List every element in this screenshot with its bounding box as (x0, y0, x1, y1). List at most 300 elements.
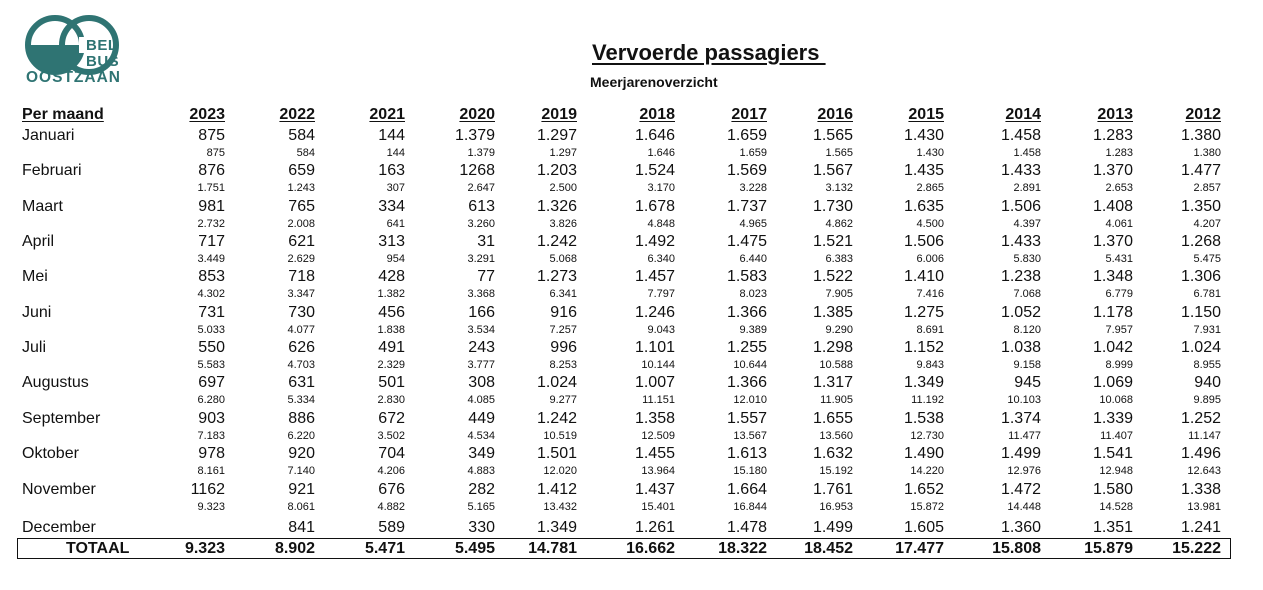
totals-label: TOTAAL (66, 540, 130, 557)
total-value-cell: 15.808 (992, 540, 1041, 557)
cumulative-value-cell: 16.844 (733, 501, 767, 513)
monthly-value-cell: 920 (288, 445, 315, 462)
monthly-value-cell: 1.541 (1092, 445, 1133, 462)
year-header: 2017 (731, 106, 767, 123)
monthly-value-cell: 1268 (459, 162, 495, 179)
cumulative-value-cell: 641 (386, 218, 405, 230)
monthly-value-cell: 631 (288, 374, 315, 391)
monthly-value-cell: 659 (288, 162, 315, 179)
month-label: Februari (22, 162, 82, 179)
cumulative-value-cell: 9.895 (1193, 394, 1221, 406)
monthly-value-cell: 1.268 (1180, 233, 1221, 250)
monthly-value-cell: 1.433 (1000, 233, 1041, 250)
monthly-value-cell: 1.339 (1092, 410, 1133, 427)
month-label: Mei (22, 268, 48, 285)
monthly-value-cell: 1.437 (634, 481, 675, 498)
cumulative-value-cell: 13.567 (733, 430, 767, 442)
cumulative-value-cell: 9.277 (549, 394, 577, 406)
cumulative-value-cell: 12.643 (1187, 465, 1221, 477)
cumulative-value-cell: 6.280 (197, 394, 225, 406)
monthly-value-cell: 1.360 (1000, 519, 1041, 536)
monthly-value-cell: 1.646 (634, 127, 675, 144)
cumulative-value-cell: 1.458 (1013, 147, 1041, 159)
cumulative-value-cell: 12.948 (1099, 465, 1133, 477)
monthly-value-cell: 1.069 (1092, 374, 1133, 391)
cumulative-value-cell: 13.560 (819, 430, 853, 442)
cumulative-value-cell: 14.448 (1007, 501, 1041, 513)
cumulative-value-cell: 8.061 (287, 501, 315, 513)
cumulative-value-cell: 12.010 (733, 394, 767, 406)
monthly-value-cell: 621 (288, 233, 315, 250)
monthly-value-cell: 731 (198, 304, 225, 321)
logo-text-bus: BUS (86, 53, 120, 70)
cumulative-value-cell: 11.407 (1100, 430, 1133, 442)
month-label: Oktober (22, 445, 79, 462)
cumulative-value-cell: 1.659 (739, 147, 767, 159)
cumulative-value-cell: 8.691 (916, 324, 944, 336)
year-header: 2016 (817, 106, 853, 123)
monthly-value-cell: 1.366 (726, 304, 767, 321)
monthly-value-cell: 501 (378, 374, 405, 391)
cumulative-value-cell: 6.779 (1105, 288, 1133, 300)
monthly-value-cell: 1.178 (1092, 304, 1133, 321)
monthly-value-cell: 1.583 (726, 268, 767, 285)
monthly-value-cell: 1.435 (903, 162, 944, 179)
cumulative-value-cell: 2.500 (549, 182, 577, 194)
monthly-value-cell: 1.499 (812, 519, 853, 536)
monthly-value-cell: 330 (468, 519, 495, 536)
monthly-value-cell: 1.374 (1000, 410, 1041, 427)
cumulative-value-cell: 4.500 (916, 218, 944, 230)
cumulative-value-cell: 13.964 (641, 465, 675, 477)
year-header: 2023 (189, 106, 225, 123)
total-value-cell: 15.879 (1084, 540, 1133, 557)
monthly-value-cell: 334 (378, 198, 405, 215)
cumulative-value-cell: 7.183 (197, 430, 225, 442)
monthly-value-cell: 1.242 (536, 233, 577, 250)
monthly-value-cell: 1.410 (903, 268, 944, 285)
monthly-value-cell: 1.412 (536, 481, 577, 498)
cumulative-value-cell: 5.334 (287, 394, 315, 406)
monthly-value-cell: 1.613 (726, 445, 767, 462)
cumulative-value-cell: 5.068 (549, 253, 577, 265)
monthly-value-cell: 841 (288, 519, 315, 536)
monthly-value-cell: 1.246 (634, 304, 675, 321)
monthly-value-cell: 704 (378, 445, 405, 462)
monthly-value-cell: 730 (288, 304, 315, 321)
monthly-value-cell: 349 (468, 445, 495, 462)
total-value-cell: 9.323 (184, 540, 225, 557)
cumulative-value-cell: 7.257 (549, 324, 577, 336)
cumulative-value-cell: 11.151 (642, 394, 675, 406)
total-value-cell: 8.902 (274, 540, 315, 557)
cumulative-value-cell: 1.243 (287, 182, 315, 194)
monthly-value-cell: 903 (198, 410, 225, 427)
total-value-cell: 17.477 (895, 540, 944, 557)
monthly-value-cell: 1.569 (726, 162, 767, 179)
monthly-value-cell: 1.580 (1092, 481, 1133, 498)
cumulative-value-cell: 2.653 (1105, 182, 1133, 194)
monthly-value-cell: 1.379 (454, 127, 495, 144)
cumulative-value-cell: 5.583 (197, 359, 225, 371)
cumulative-value-cell: 10.144 (641, 359, 675, 371)
cumulative-value-cell: 8.023 (739, 288, 767, 300)
cumulative-value-cell: 6.383 (825, 253, 853, 265)
monthly-value-cell: 589 (378, 519, 405, 536)
cumulative-value-cell: 6.781 (1193, 288, 1221, 300)
cumulative-value-cell: 4.085 (467, 394, 495, 406)
monthly-value-cell: 1.052 (1000, 304, 1041, 321)
cumulative-value-cell: 4.882 (377, 501, 405, 513)
monthly-value-cell: 1.275 (903, 304, 944, 321)
cumulative-value-cell: 7.931 (1193, 324, 1221, 336)
monthly-value-cell: 313 (378, 233, 405, 250)
monthly-value-cell: 1.261 (634, 519, 675, 536)
monthly-value-cell: 1.457 (634, 268, 675, 285)
monthly-value-cell: 672 (378, 410, 405, 427)
cumulative-value-cell: 8.253 (549, 359, 577, 371)
monthly-value-cell: 1.358 (634, 410, 675, 427)
cumulative-value-cell: 4.397 (1013, 218, 1041, 230)
monthly-value-cell: 613 (468, 198, 495, 215)
cumulative-value-cell: 4.077 (287, 324, 315, 336)
monthly-value-cell: 1.455 (634, 445, 675, 462)
cumulative-value-cell: 954 (386, 253, 405, 265)
cumulative-value-cell: 16.953 (819, 501, 853, 513)
cumulative-value-cell: 5.830 (1013, 253, 1041, 265)
cumulative-value-cell: 9.043 (647, 324, 675, 336)
monthly-value-cell: 282 (468, 481, 495, 498)
monthly-value-cell: 1.524 (634, 162, 675, 179)
monthly-value-cell: 1.433 (1000, 162, 1041, 179)
month-label: April (22, 233, 55, 250)
cumulative-value-cell: 1.646 (647, 147, 675, 159)
monthly-value-cell: 1.501 (536, 445, 577, 462)
cumulative-value-cell: 1.283 (1105, 147, 1133, 159)
cumulative-value-cell: 4.206 (377, 465, 405, 477)
monthly-value-cell: 921 (288, 481, 315, 498)
monthly-value-cell: 1.370 (1092, 162, 1133, 179)
cumulative-value-cell: 3.826 (549, 218, 577, 230)
cumulative-value-cell: 12.730 (910, 430, 944, 442)
monthly-value-cell: 1.317 (812, 374, 853, 391)
logo-text-oostzaan: OOSTZAAN (26, 69, 121, 86)
monthly-value-cell: 1.255 (726, 339, 767, 356)
cumulative-value-cell: 15.192 (819, 465, 853, 477)
cumulative-value-cell: 7.905 (825, 288, 853, 300)
monthly-value-cell: 1.655 (812, 410, 853, 427)
cumulative-value-cell: 3.132 (825, 182, 853, 194)
belbus-logo (24, 14, 154, 100)
monthly-value-cell: 1.506 (903, 233, 944, 250)
monthly-value-cell: 1.351 (1092, 519, 1133, 536)
monthly-value-cell: 1.506 (1000, 198, 1041, 215)
monthly-value-cell: 1.101 (634, 339, 675, 356)
year-header: 2018 (639, 106, 675, 123)
monthly-value-cell: 978 (198, 445, 225, 462)
monthly-value-cell: 456 (378, 304, 405, 321)
monthly-value-cell: 308 (468, 374, 495, 391)
cumulative-value-cell: 11.905 (820, 394, 853, 406)
monthly-value-cell: 1.024 (1180, 339, 1221, 356)
cumulative-value-cell: 2.865 (916, 182, 944, 194)
column-header-per-maand: Per maand (22, 106, 104, 123)
cumulative-value-cell: 3.291 (467, 253, 495, 265)
monthly-value-cell: 1.522 (812, 268, 853, 285)
cumulative-value-cell: 4.207 (1193, 218, 1221, 230)
year-header: 2021 (369, 106, 405, 123)
month-label: September (22, 410, 101, 427)
month-label: December (22, 519, 96, 536)
monthly-value-cell: 1.326 (536, 198, 577, 215)
cumulative-value-cell: 2.008 (287, 218, 315, 230)
monthly-value-cell: 981 (198, 198, 225, 215)
monthly-value-cell: 875 (198, 127, 225, 144)
monthly-value-cell: 1.024 (536, 374, 577, 391)
cumulative-value-cell: 7.068 (1013, 288, 1041, 300)
cumulative-value-cell: 6.340 (647, 253, 675, 265)
monthly-value-cell: 1.408 (1092, 198, 1133, 215)
monthly-value-cell: 1.737 (726, 198, 767, 215)
monthly-value-cell: 1.297 (536, 127, 577, 144)
monthly-value-cell: 1.761 (812, 481, 853, 498)
monthly-value-cell: 1.475 (726, 233, 767, 250)
monthly-value-cell: 1.385 (812, 304, 853, 321)
cumulative-value-cell: 10.068 (1099, 394, 1133, 406)
monthly-value-cell: 916 (550, 304, 577, 321)
monthly-value-cell: 1.521 (812, 233, 853, 250)
cumulative-value-cell: 3.170 (647, 182, 675, 194)
total-value-cell: 15.222 (1172, 540, 1221, 557)
cumulative-value-cell: 875 (206, 147, 225, 159)
month-label: Januari (22, 127, 75, 144)
cumulative-value-cell: 2.830 (377, 394, 405, 406)
cumulative-value-cell: 584 (296, 147, 315, 159)
cumulative-value-cell: 2.629 (287, 253, 315, 265)
monthly-value-cell: 886 (288, 410, 315, 427)
monthly-value-cell: 31 (477, 233, 495, 250)
cumulative-value-cell: 8.120 (1013, 324, 1041, 336)
monthly-value-cell: 1.678 (634, 198, 675, 215)
month-label: Augustus (22, 374, 89, 391)
monthly-value-cell: 996 (550, 339, 577, 356)
monthly-value-cell: 1.472 (1000, 481, 1041, 498)
monthly-value-cell: 1.150 (1180, 304, 1221, 321)
cumulative-value-cell: 15.401 (641, 501, 675, 513)
monthly-value-cell: 1.042 (1092, 339, 1133, 356)
cumulative-value-cell: 2.329 (377, 359, 405, 371)
monthly-value-cell: 1.238 (1000, 268, 1041, 285)
monthly-value-cell: 1.273 (536, 268, 577, 285)
cumulative-value-cell: 4.862 (825, 218, 853, 230)
cumulative-value-cell: 3.347 (287, 288, 315, 300)
cumulative-value-cell: 1.382 (377, 288, 405, 300)
year-header: 2019 (541, 106, 577, 123)
cumulative-value-cell: 1.838 (377, 324, 405, 336)
month-label: Juni (22, 304, 52, 321)
monthly-value-cell: 945 (1014, 374, 1041, 391)
cumulative-value-cell: 13.432 (543, 501, 577, 513)
cumulative-value-cell: 12.976 (1007, 465, 1041, 477)
monthly-value-cell: 1.380 (1180, 127, 1221, 144)
monthly-value-cell: 1.664 (726, 481, 767, 498)
cumulative-value-cell: 10.588 (819, 359, 853, 371)
cumulative-value-cell: 4.061 (1105, 218, 1133, 230)
cumulative-value-cell: 5.165 (467, 501, 495, 513)
cumulative-value-cell: 9.290 (825, 324, 853, 336)
cumulative-value-cell: 12.020 (543, 465, 577, 477)
cumulative-value-cell: 2.732 (197, 218, 225, 230)
cumulative-value-cell: 4.965 (739, 218, 767, 230)
logo-text-bel: BEL (86, 37, 118, 54)
cumulative-value-cell: 13.981 (1187, 501, 1221, 513)
monthly-value-cell: 1.370 (1092, 233, 1133, 250)
monthly-value-cell: 1.350 (1180, 198, 1221, 215)
cumulative-value-cell: 1.379 (467, 147, 495, 159)
cumulative-value-cell: 15.872 (910, 501, 944, 513)
cumulative-value-cell: 7.797 (647, 288, 675, 300)
monthly-value-cell: 1.349 (903, 374, 944, 391)
year-header: 2022 (279, 106, 315, 123)
cumulative-value-cell: 4.302 (197, 288, 225, 300)
year-header: 2014 (1005, 106, 1041, 123)
monthly-value-cell: 1.349 (536, 519, 577, 536)
cumulative-value-cell: 5.475 (1193, 253, 1221, 265)
cumulative-value-cell: 1.297 (549, 147, 577, 159)
total-value-cell: 14.781 (528, 540, 577, 557)
totals-row-underline (17, 558, 1230, 559)
year-header: 2012 (1185, 106, 1221, 123)
monthly-value-cell: 1.538 (903, 410, 944, 427)
cumulative-value-cell: 307 (386, 182, 405, 194)
cumulative-value-cell: 7.416 (916, 288, 944, 300)
cumulative-value-cell: 14.220 (910, 465, 944, 477)
monthly-value-cell: 765 (288, 198, 315, 215)
monthly-value-cell: 1.477 (1180, 162, 1221, 179)
monthly-value-cell: 1.490 (903, 445, 944, 462)
monthly-value-cell: 1.557 (726, 410, 767, 427)
monthly-value-cell: 550 (198, 339, 225, 356)
monthly-value-cell: 77 (477, 268, 495, 285)
year-header: 2015 (908, 106, 944, 123)
monthly-value-cell: 1.203 (536, 162, 577, 179)
cumulative-value-cell: 3.777 (467, 359, 495, 371)
cumulative-value-cell: 3.368 (467, 288, 495, 300)
monthly-value-cell: 853 (198, 268, 225, 285)
monthly-value-cell: 697 (198, 374, 225, 391)
cumulative-value-cell: 2.857 (1193, 182, 1221, 194)
cumulative-value-cell: 4.883 (467, 465, 495, 477)
monthly-value-cell: 940 (1194, 374, 1221, 391)
total-value-cell: 5.495 (454, 540, 495, 557)
cumulative-value-cell: 1.751 (197, 182, 225, 194)
monthly-value-cell: 1.430 (903, 127, 944, 144)
cumulative-value-cell: 15.180 (733, 465, 767, 477)
monthly-value-cell: 718 (288, 268, 315, 285)
monthly-value-cell: 1.496 (1180, 445, 1221, 462)
monthly-value-cell: 584 (288, 127, 315, 144)
cumulative-value-cell: 9.158 (1013, 359, 1041, 371)
cumulative-value-cell: 2.891 (1013, 182, 1041, 194)
monthly-value-cell: 166 (468, 304, 495, 321)
monthly-value-cell: 1.252 (1180, 410, 1221, 427)
cumulative-value-cell: 8.999 (1105, 359, 1133, 371)
total-value-cell: 18.322 (718, 540, 767, 557)
monthly-value-cell: 428 (378, 268, 405, 285)
monthly-value-cell: 717 (198, 233, 225, 250)
cumulative-value-cell: 10.644 (733, 359, 767, 371)
month-label: Maart (22, 198, 63, 215)
total-value-cell: 16.662 (626, 540, 675, 557)
monthly-value-cell: 1.242 (536, 410, 577, 427)
monthly-value-cell: 1.366 (726, 374, 767, 391)
cumulative-value-cell: 8.161 (197, 465, 225, 477)
cumulative-value-cell: 7.957 (1105, 324, 1133, 336)
monthly-value-cell: 676 (378, 481, 405, 498)
monthly-value-cell: 1.458 (1000, 127, 1041, 144)
cumulative-value-cell: 9.389 (739, 324, 767, 336)
cumulative-value-cell: 10.519 (543, 430, 577, 442)
monthly-value-cell: 1162 (190, 481, 225, 498)
cumulative-value-cell: 5.033 (197, 324, 225, 336)
monthly-value-cell: 626 (288, 339, 315, 356)
monthly-value-cell: 1.492 (634, 233, 675, 250)
cumulative-value-cell: 6.006 (916, 253, 944, 265)
cumulative-value-cell: 3.502 (377, 430, 405, 442)
monthly-value-cell: 1.152 (903, 339, 944, 356)
monthly-value-cell: 1.605 (903, 519, 944, 536)
cumulative-value-cell: 1.380 (1193, 147, 1221, 159)
cumulative-value-cell: 3.534 (467, 324, 495, 336)
cumulative-value-cell: 9.843 (916, 359, 944, 371)
cumulative-value-cell: 11.477 (1008, 430, 1041, 442)
monthly-value-cell: 1.635 (903, 198, 944, 215)
monthly-value-cell: 1.338 (1180, 481, 1221, 498)
monthly-value-cell: 163 (378, 162, 405, 179)
cumulative-value-cell: 1.565 (825, 147, 853, 159)
cumulative-value-cell: 9.323 (197, 501, 225, 513)
total-value-cell: 18.452 (804, 540, 853, 557)
cumulative-value-cell: 3.228 (739, 182, 767, 194)
cumulative-value-cell: 144 (386, 147, 405, 159)
month-label: November (22, 481, 96, 498)
cumulative-value-cell: 4.703 (287, 359, 315, 371)
monthly-value-cell: 1.730 (812, 198, 853, 215)
cumulative-value-cell: 10.103 (1007, 394, 1041, 406)
monthly-value-cell: 1.565 (812, 127, 853, 144)
monthly-value-cell: 449 (468, 410, 495, 427)
monthly-value-cell: 1.348 (1092, 268, 1133, 285)
monthly-value-cell: 1.659 (726, 127, 767, 144)
cumulative-value-cell: 6.440 (739, 253, 767, 265)
total-value-cell: 5.471 (364, 540, 405, 557)
cumulative-value-cell: 12.509 (641, 430, 675, 442)
cumulative-value-cell: 5.431 (1105, 253, 1133, 265)
monthly-value-cell: 1.652 (903, 481, 944, 498)
monthly-value-cell: 1.306 (1180, 268, 1221, 285)
monthly-value-cell: 1.478 (726, 519, 767, 536)
cumulative-value-cell: 6.220 (287, 430, 315, 442)
monthly-value-cell: 1.038 (1000, 339, 1041, 356)
cumulative-value-cell: 3.260 (467, 218, 495, 230)
monthly-value-cell: 1.499 (1000, 445, 1041, 462)
page-subtitle: Meerjarenoverzicht (590, 74, 718, 90)
cumulative-value-cell: 4.534 (467, 430, 495, 442)
cumulative-value-cell: 8.955 (1193, 359, 1221, 371)
month-label: Juli (22, 339, 47, 356)
monthly-value-cell: 1.007 (634, 374, 675, 391)
cumulative-value-cell: 7.140 (287, 465, 315, 477)
